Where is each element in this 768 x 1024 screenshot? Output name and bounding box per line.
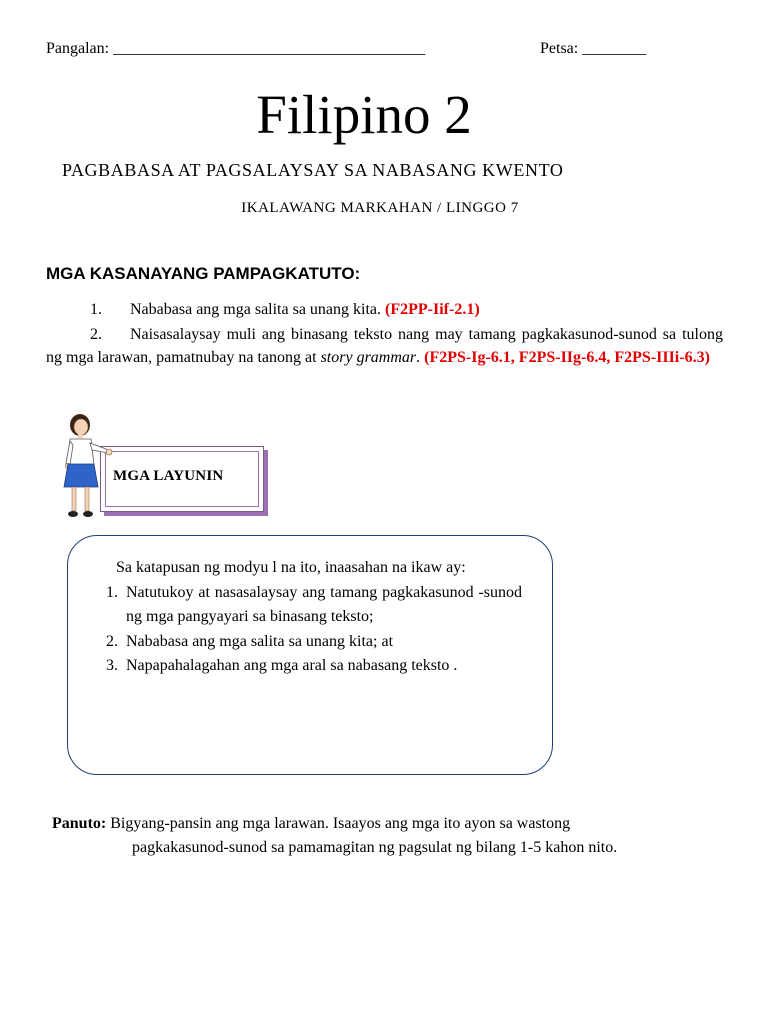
competency-after: . (416, 349, 421, 366)
objectives-list (88, 581, 522, 679)
page-subtitle: PAGBABASA AT PAGSALAYSAY SA NABASANG KWENTO (62, 160, 564, 180)
competency-text: Naisasalaysay muli ang binasang teksto nang may tamang pagkakasunod-sunod sa tulong ng mga larawan, pamatnubay na tanong at (46, 326, 723, 366)
competency-code: (F2PS-Ig-6.1, F2PS-IIg-6.4, F2PS-IIIi-6.3) (424, 349, 710, 366)
competency-italic: story grammar (320, 349, 417, 366)
objective-item (88, 630, 522, 655)
competencies-list (46, 298, 723, 369)
objective-text: Napapahalagahan ang mga aral sa nabasang teksto . (126, 657, 458, 674)
instructions-text-first: Bigyang-pansin ang mga larawan. Isaayos ang mga ito ayon sa wastong (110, 815, 571, 832)
page-title: Filipino 2 (256, 84, 472, 145)
competency-item (46, 323, 723, 369)
objectives-content (88, 556, 522, 679)
objectives-label: MGA LAYUNIN (113, 468, 224, 484)
quarter-week: IKALAWANG MARKAHAN / LINGGO 7 (241, 200, 519, 216)
competencies-heading: MGA KASANAYANG PAMPAGKATUTO: (46, 264, 361, 283)
objective-item (88, 581, 522, 630)
instructions-label: Panuto: (52, 815, 107, 832)
competency-number: 2. (90, 326, 102, 343)
competency-text-wrap (46, 323, 723, 369)
instructions (52, 812, 712, 859)
competency-code: (F2PP-Iif-2.1) (385, 301, 480, 318)
objective-number: 2. (106, 632, 118, 650)
name-label: Pangalan: (46, 40, 110, 57)
name-line (46, 40, 425, 58)
date-blank[interactable]: ________ (582, 40, 647, 57)
competency-number: 1. (90, 301, 102, 318)
instructions-first-line (52, 812, 712, 836)
objective-number: 3. (106, 657, 118, 674)
instructions-text-rest: pagkakasunod-sunod sa pamamagitan ng pagsulat ng bilang 1-5 kahon nito. (132, 838, 618, 856)
competency-text: Nababasa ang mga salita sa unang kita. (130, 301, 382, 318)
competency-text-wrap (90, 298, 723, 321)
competency-item (90, 298, 723, 321)
objectives-intro: Sa katapusan ng modyu l na ito, inaasahan na ikaw ay: (116, 559, 466, 576)
objective-item (88, 654, 522, 679)
date-line (540, 40, 646, 58)
date-label: Petsa: (540, 40, 579, 57)
objective-text: Natutukoy at nasasalaysay ang tamang pagkakasunod -sunod ng mga pangyayari sa binasang teksto; (126, 583, 522, 625)
girl-pointing-illustration (58, 413, 114, 521)
objective-number: 1. (106, 583, 118, 601)
name-blank[interactable]: _______________________________________ (113, 40, 426, 57)
objective-text: Nababasa ang mga salita sa unang kita; at (126, 632, 394, 650)
